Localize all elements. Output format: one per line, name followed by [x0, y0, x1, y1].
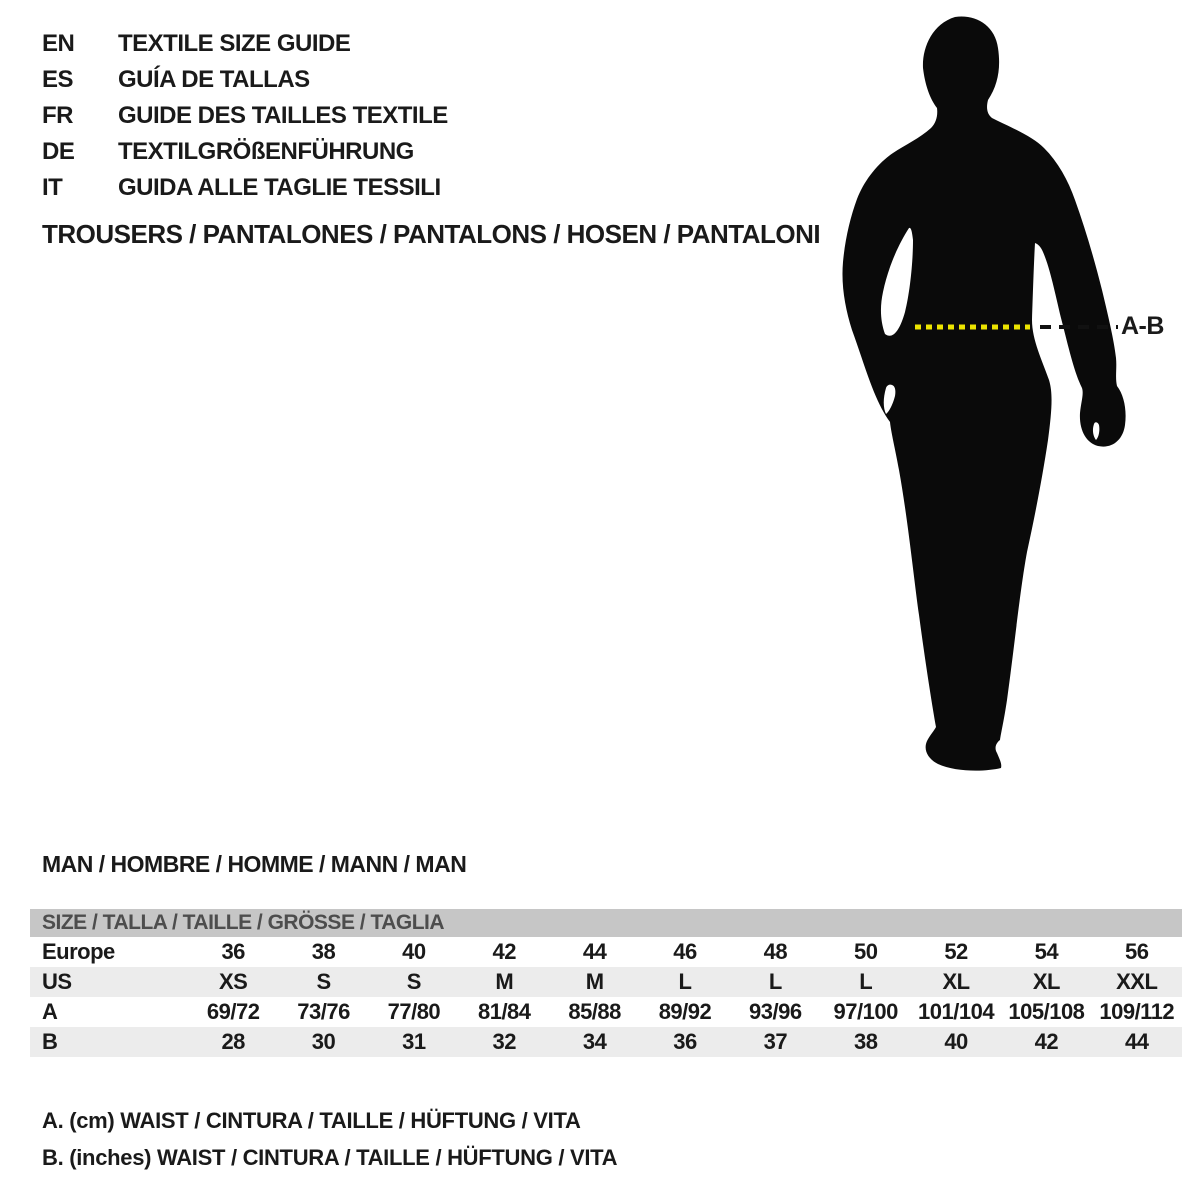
- size-table-header-label: SIZE / TALLA / TAILLE / GRÖSSE / TAGLIA: [42, 911, 445, 934]
- table-row-us: [30, 967, 1182, 997]
- language-code: IT: [42, 174, 63, 201]
- table-cell: 50: [853, 939, 878, 964]
- table-cell: 31: [402, 1029, 426, 1054]
- table-cell: L: [859, 969, 873, 994]
- table-row-b-inches: [30, 1027, 1182, 1057]
- table-cell: 36: [221, 939, 245, 964]
- man-silhouette-figure: [830, 10, 1200, 800]
- table-cell: XS: [219, 969, 248, 994]
- table-cell: 54: [1034, 939, 1059, 964]
- table-cell: M: [585, 969, 604, 994]
- note-a: A. (cm) WAIST / CINTURA / TAILLE / HÜFTUNG / VITA: [42, 1108, 581, 1133]
- table-cell: 44: [1125, 1029, 1149, 1054]
- table-cell: 69/72: [206, 999, 260, 1024]
- table-cell: 101/104: [918, 999, 995, 1024]
- table-cell: 93/96: [749, 999, 802, 1024]
- table-cell: 89/92: [658, 999, 712, 1024]
- table-cell: 37: [763, 1029, 788, 1054]
- table-row-europe: [30, 937, 1182, 967]
- note-b: B. (inches) WAIST / CINTURA / TAILLE / HÜFTUNG / VITA: [42, 1145, 618, 1170]
- table-cell: 46: [673, 939, 697, 964]
- table-cell: 81/84: [477, 999, 531, 1024]
- language-label: GUIDE DES TAILLES TEXTILE: [118, 102, 448, 129]
- table-cell: 40: [402, 939, 426, 964]
- table-cell: 48: [763, 939, 788, 964]
- language-row: [42, 98, 448, 134]
- table-cell: 44: [582, 939, 607, 964]
- language-code: FR: [42, 102, 73, 129]
- gender-title: MAN / HOMBRE / HOMME / MANN / MAN: [42, 851, 467, 877]
- table-cell: XL: [1032, 969, 1060, 994]
- table-cell: XL: [942, 969, 970, 994]
- language-code: DE: [42, 138, 75, 165]
- language-row: [42, 134, 448, 170]
- table-cell: XXL: [1116, 969, 1158, 994]
- table-cell: 77/80: [387, 999, 441, 1024]
- table-cell: 28: [221, 1029, 245, 1054]
- man-silhouette: [842, 17, 1125, 771]
- table-cell: 109/112: [1099, 999, 1175, 1024]
- table-cell: 42: [492, 939, 516, 964]
- table-row-a-cm: [30, 997, 1182, 1027]
- table-cell: 52: [944, 939, 968, 964]
- size-table-header: [30, 909, 1182, 937]
- table-cell: 105/108: [1008, 999, 1085, 1024]
- table-row-label: A: [42, 999, 58, 1024]
- language-list: [42, 26, 448, 206]
- language-code: ES: [42, 66, 74, 93]
- language-label: GUIDA ALLE TAGLIE TESSILI: [118, 174, 441, 201]
- table-cell: 97/100: [833, 999, 898, 1024]
- table-cell: 38: [853, 1029, 878, 1054]
- table-cell: S: [406, 969, 421, 994]
- language-code: EN: [42, 30, 75, 57]
- language-row: [42, 170, 448, 206]
- table-cell: 38: [311, 939, 336, 964]
- table-cell: 85/88: [568, 999, 621, 1024]
- table-row-label: B: [42, 1029, 58, 1054]
- measurement-label-ab: A-B: [1121, 312, 1164, 340]
- table-cell: L: [678, 969, 692, 994]
- table-row-label: US: [42, 969, 72, 994]
- language-row: [42, 62, 448, 98]
- language-label: TEXTILE SIZE GUIDE: [118, 30, 351, 57]
- language-label: GUÍA DE TALLAS: [118, 66, 310, 93]
- category-title: TROUSERS / PANTALONES / PANTALONS / HOSEN / PANTALONI: [42, 219, 821, 249]
- table-cell: 32: [492, 1029, 516, 1054]
- table-cell: 40: [944, 1029, 968, 1054]
- size-table: [30, 909, 1182, 1057]
- language-label: TEXTILGRÖßENFÜHRUNG: [118, 138, 414, 165]
- table-cell: M: [495, 969, 514, 994]
- table-cell: 42: [1034, 1029, 1059, 1054]
- table-cell: L: [768, 969, 782, 994]
- table-cell: 34: [582, 1029, 607, 1054]
- table-row-label: Europe: [42, 939, 115, 964]
- table-cell: 30: [311, 1029, 336, 1054]
- language-row: [42, 26, 448, 62]
- table-cell: 36: [673, 1029, 697, 1054]
- table-cell: 73/76: [297, 999, 350, 1024]
- table-cell: S: [316, 969, 331, 994]
- table-cell: 56: [1125, 939, 1149, 964]
- measurement-notes: [42, 1102, 617, 1176]
